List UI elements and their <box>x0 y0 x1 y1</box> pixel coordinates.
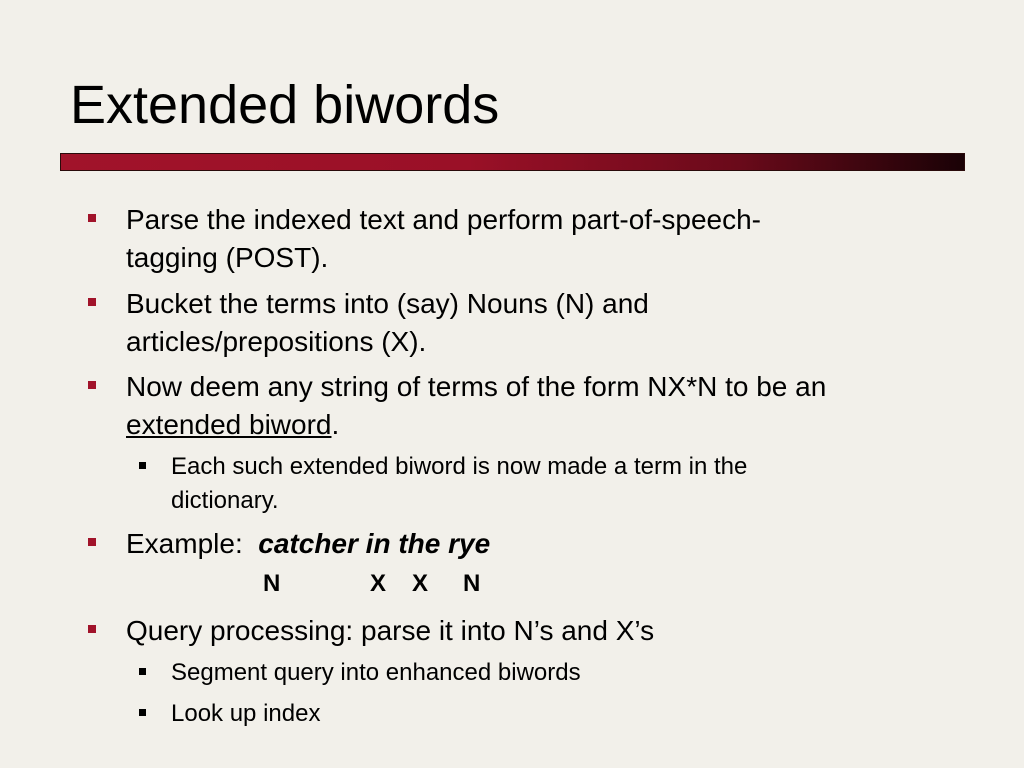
extended-biword-term: extended biword <box>126 409 332 440</box>
pos-tag: N <box>263 570 281 597</box>
bullet-text: . <box>331 409 340 440</box>
sub-bullet-lookup <box>171 697 931 731</box>
bullet-query-processing <box>126 612 946 650</box>
bullet-text: Example: <box>126 528 259 559</box>
bullet-deem <box>126 368 946 444</box>
pos-tags-row <box>0 570 1024 604</box>
square-bullet-icon <box>88 538 96 546</box>
sub-bullet-text: dictionary. <box>171 487 279 514</box>
bullet-text: articles/prepositions (X). <box>126 326 427 357</box>
sub-bullet-segment <box>171 656 931 690</box>
pos-tag: N <box>463 570 481 597</box>
sub-bullet-text: Look up index <box>171 700 321 727</box>
square-bullet-icon <box>139 462 146 469</box>
sub-bullet-text: Segment query into enhanced biwords <box>171 659 581 686</box>
bullet-text: Now deem any string of terms of the form NX*N to be an <box>126 371 827 402</box>
bullet-text: Query processing: parse it into N’s and X’s <box>126 615 655 646</box>
pos-tag: X <box>412 570 429 597</box>
bullet-text: tagging (POST). <box>126 242 329 273</box>
example-phrase: catcher in the rye <box>258 528 491 559</box>
square-bullet-icon <box>88 625 96 633</box>
slide-title: Extended biwords <box>70 75 500 135</box>
square-bullet-icon <box>88 381 96 389</box>
sub-bullet-each <box>171 450 931 518</box>
square-bullet-icon <box>88 214 96 222</box>
square-bullet-icon <box>88 298 96 306</box>
bullet-text: Parse the indexed text and perform part-of-speech- <box>126 204 762 235</box>
bullet-example <box>126 525 946 563</box>
square-bullet-icon <box>139 709 146 716</box>
bullet-bucket <box>126 285 946 361</box>
bullet-text: Bucket the terms into (say) Nouns (N) and <box>126 288 649 319</box>
square-bullet-icon <box>139 668 146 675</box>
bullet-parse <box>126 201 946 277</box>
pos-tag: X <box>370 570 387 597</box>
sub-bullet-text: Each such extended biword is now made a term in the <box>171 453 748 480</box>
